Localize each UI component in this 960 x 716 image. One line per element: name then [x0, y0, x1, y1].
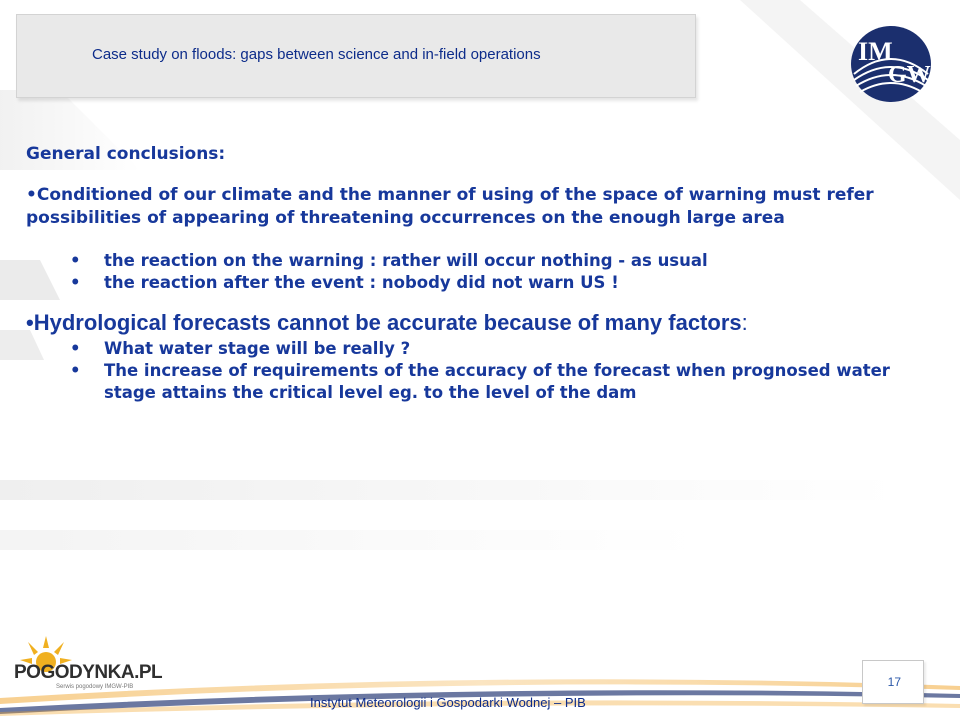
bullet-dot: • [70, 361, 81, 380]
slide-content [26, 144, 896, 404]
bullet-dot: • [26, 310, 34, 335]
paragraph-1-text: Conditioned of our climate and the manner of using of the space of warning must refer possibilities of appearing of threatening occurrences on the enough large area [26, 185, 874, 228]
page-number: 17 [887, 675, 901, 689]
paragraph-2-colon: : [741, 310, 748, 335]
paragraph-2-text: Hydrological forecasts cannot be accurate because of many factors [33, 310, 742, 335]
list-item-text: the reaction after the event : nobody did not warn US ! [104, 273, 619, 292]
paragraph-1 [26, 184, 896, 230]
list-item [70, 272, 896, 294]
list-item [70, 250, 896, 272]
list-item-text: What water stage will be really ? [104, 339, 411, 358]
slide-title: Case study on floods: gaps between science and in-field operations [92, 46, 541, 63]
bullet-list-1 [26, 250, 896, 294]
footer-institute: Instytut Meteorologii i Gospodarki Wodnej – PIB [310, 695, 586, 710]
logo-letters-gw: GW [888, 62, 931, 88]
bullet-dot: • [26, 185, 37, 205]
logo-letters-im: IM [858, 37, 893, 66]
imgw-logo [848, 24, 934, 104]
bullet-list-2 [26, 338, 896, 404]
pogodynka-logo [8, 634, 168, 696]
bullet-dot: • [70, 339, 81, 358]
bullet-dot: • [70, 251, 81, 270]
list-item-text: the reaction on the warning : rather will occur nothing - as usual [104, 251, 708, 270]
list-item-text: The increase of requirements of the accuracy of the forecast when prognosed water stage attains the critical level eg. to the level of the dam [104, 361, 890, 402]
bullet-dot: • [70, 273, 81, 292]
list-item [70, 360, 896, 404]
pogodynka-logo-subtitle: Serwis pogodowy IMGW-PIB [56, 684, 134, 690]
list-item [70, 338, 896, 360]
section-heading: General conclusions: [26, 144, 226, 164]
paragraph-2 [26, 308, 896, 338]
pogodynka-logo-text: POGODYNKA.PL [14, 662, 163, 683]
page-number-box [862, 660, 924, 704]
